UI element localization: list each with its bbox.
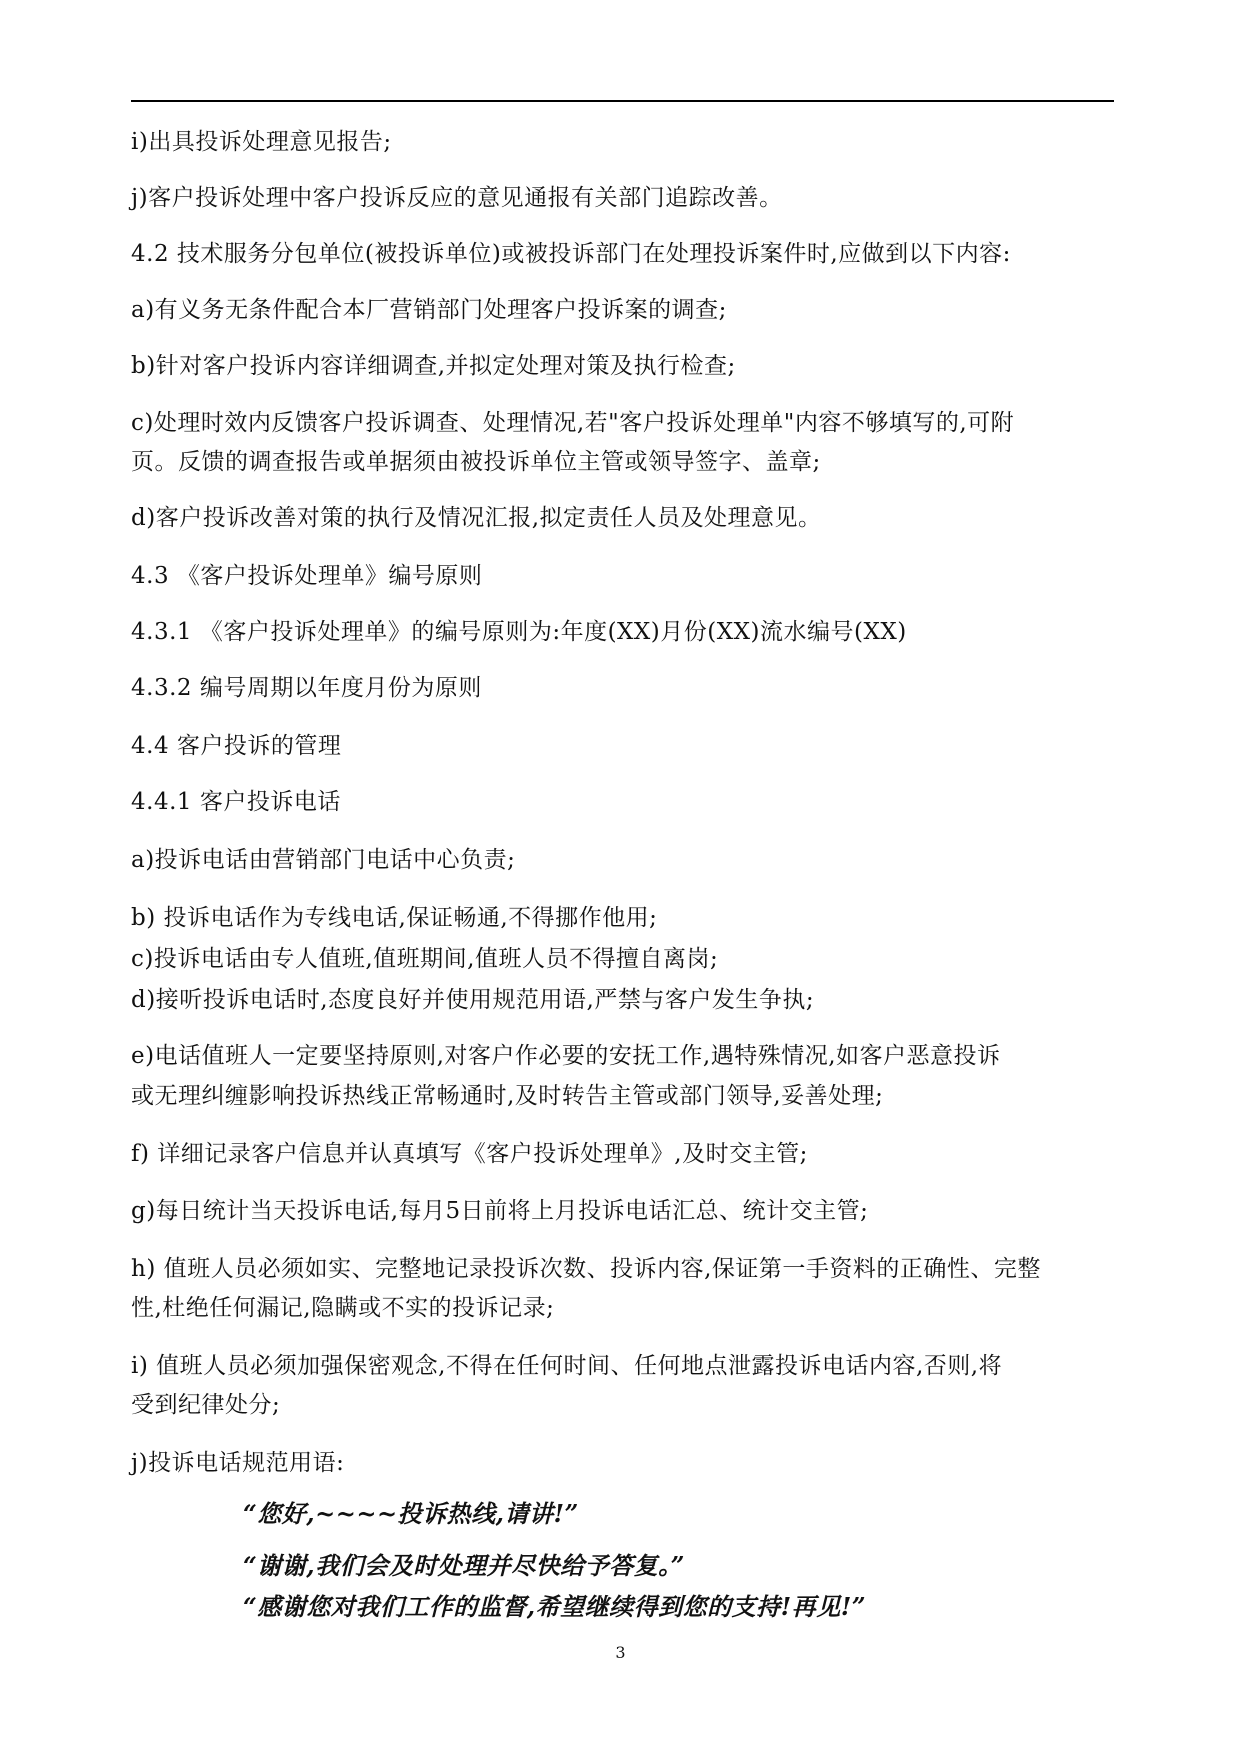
section-4-4-1-item-d: d)接听投诉电话时,态度良好并使用规范用语,严禁与客户发生争执;	[131, 987, 815, 1013]
section-4-4-1-item-i-line2: 受到纪律处分;	[131, 1392, 281, 1418]
header-rule	[131, 100, 1114, 102]
item-j-feedback: j)客户投诉处理中客户投诉反应的意见通报有关部门追踪改善。	[131, 185, 783, 211]
section-4-2-item-b: b)针对客户投诉内容详细调查,并拟定处理对策及执行检查;	[131, 353, 736, 379]
section-4-2-item-d: d)客户投诉改善对策的执行及情况汇报,拟定责任人员及处理意见。	[131, 505, 822, 531]
page-number: 3	[615, 1643, 626, 1662]
section-4-2-item-c-line2: 页。反馈的调查报告或单据须由被投诉单位主管或领导签字、盖章;	[131, 449, 821, 475]
section-4-4-1-item-j: j)投诉电话规范用语:	[131, 1450, 345, 1476]
section-4-4-1-item-a: a)投诉电话由营销部门电话中心负责;	[131, 847, 516, 873]
section-4-4-1-item-h-line2: 性,杜绝任何漏记,隐瞒或不实的投诉记录;	[131, 1295, 555, 1321]
section-4-3-2: 4.3.2 编号周期以年度月份为原则	[131, 675, 482, 701]
standard-phrase-greeting: “您好,~~~~投诉热线,请讲!”	[243, 1499, 579, 1528]
section-4-4-1-item-i-line1: i) 值班人员必须加强保密观念,不得在任何时间、任何地点泄露投诉电话内容,否则,将	[131, 1353, 1003, 1379]
section-4-4-1-item-f: f) 详细记录客户信息并认真填写《客户投诉处理单》,及时交主管;	[131, 1141, 808, 1167]
section-4-4-heading: 4.4 客户投诉的管理	[131, 733, 342, 759]
standard-phrase-farewell: “感谢您对我们工作的监督,希望继续得到您的支持!再见!”	[243, 1592, 867, 1621]
section-4-4-1-item-c: c)投诉电话由专人值班,值班期间,值班人员不得擅自离岗;	[131, 946, 719, 972]
standard-phrase-thanks: “谢谢,我们会及时处理并尽快给予答复。”	[243, 1551, 685, 1580]
section-4-4-1-item-b: b) 投诉电话作为专线电话,保证畅通,不得挪作他用;	[131, 905, 658, 931]
section-4-4-1-heading: 4.4.1 客户投诉电话	[131, 789, 341, 815]
section-4-3-heading: 4.3 《客户投诉处理单》编号原则	[131, 563, 483, 589]
section-4-4-1-item-g: g)每日统计当天投诉电话,每月5日前将上月投诉电话汇总、统计交主管;	[131, 1198, 869, 1224]
section-4-2-item-a: a)有义务无条件配合本厂营销部门处理客户投诉案的调查;	[131, 297, 727, 323]
section-4-3-1: 4.3.1 《客户投诉处理单》的编号原则为:年度(XX)月份(XX)流水编号(XX)	[131, 619, 907, 645]
section-4-4-1-item-e-line1: e)电话值班人一定要坚持原则,对客户作必要的安抚工作,遇特殊情况,如客户恶意投诉	[131, 1043, 1001, 1069]
section-4-4-1-item-h-line1: h) 值班人员必须如实、完整地记录投诉次数、投诉内容,保证第一手资料的正确性、完整	[131, 1256, 1041, 1282]
section-4-2-item-c-line1: c)处理时效内反馈客户投诉调查、处理情况,若"客户投诉处理单"内容不够填写的,可附	[131, 410, 1015, 436]
section-4-4-1-item-e-line2: 或无理纠缠影响投诉热线正常畅通时,及时转告主管或部门领导,妥善处理;	[131, 1083, 884, 1109]
section-4-2-heading: 4.2 技术服务分包单位(被投诉单位)或被投诉部门在处理投诉案件时,应做到以下内容:	[131, 241, 1011, 267]
item-i-report: i)出具投诉处理意见报告;	[131, 129, 392, 155]
